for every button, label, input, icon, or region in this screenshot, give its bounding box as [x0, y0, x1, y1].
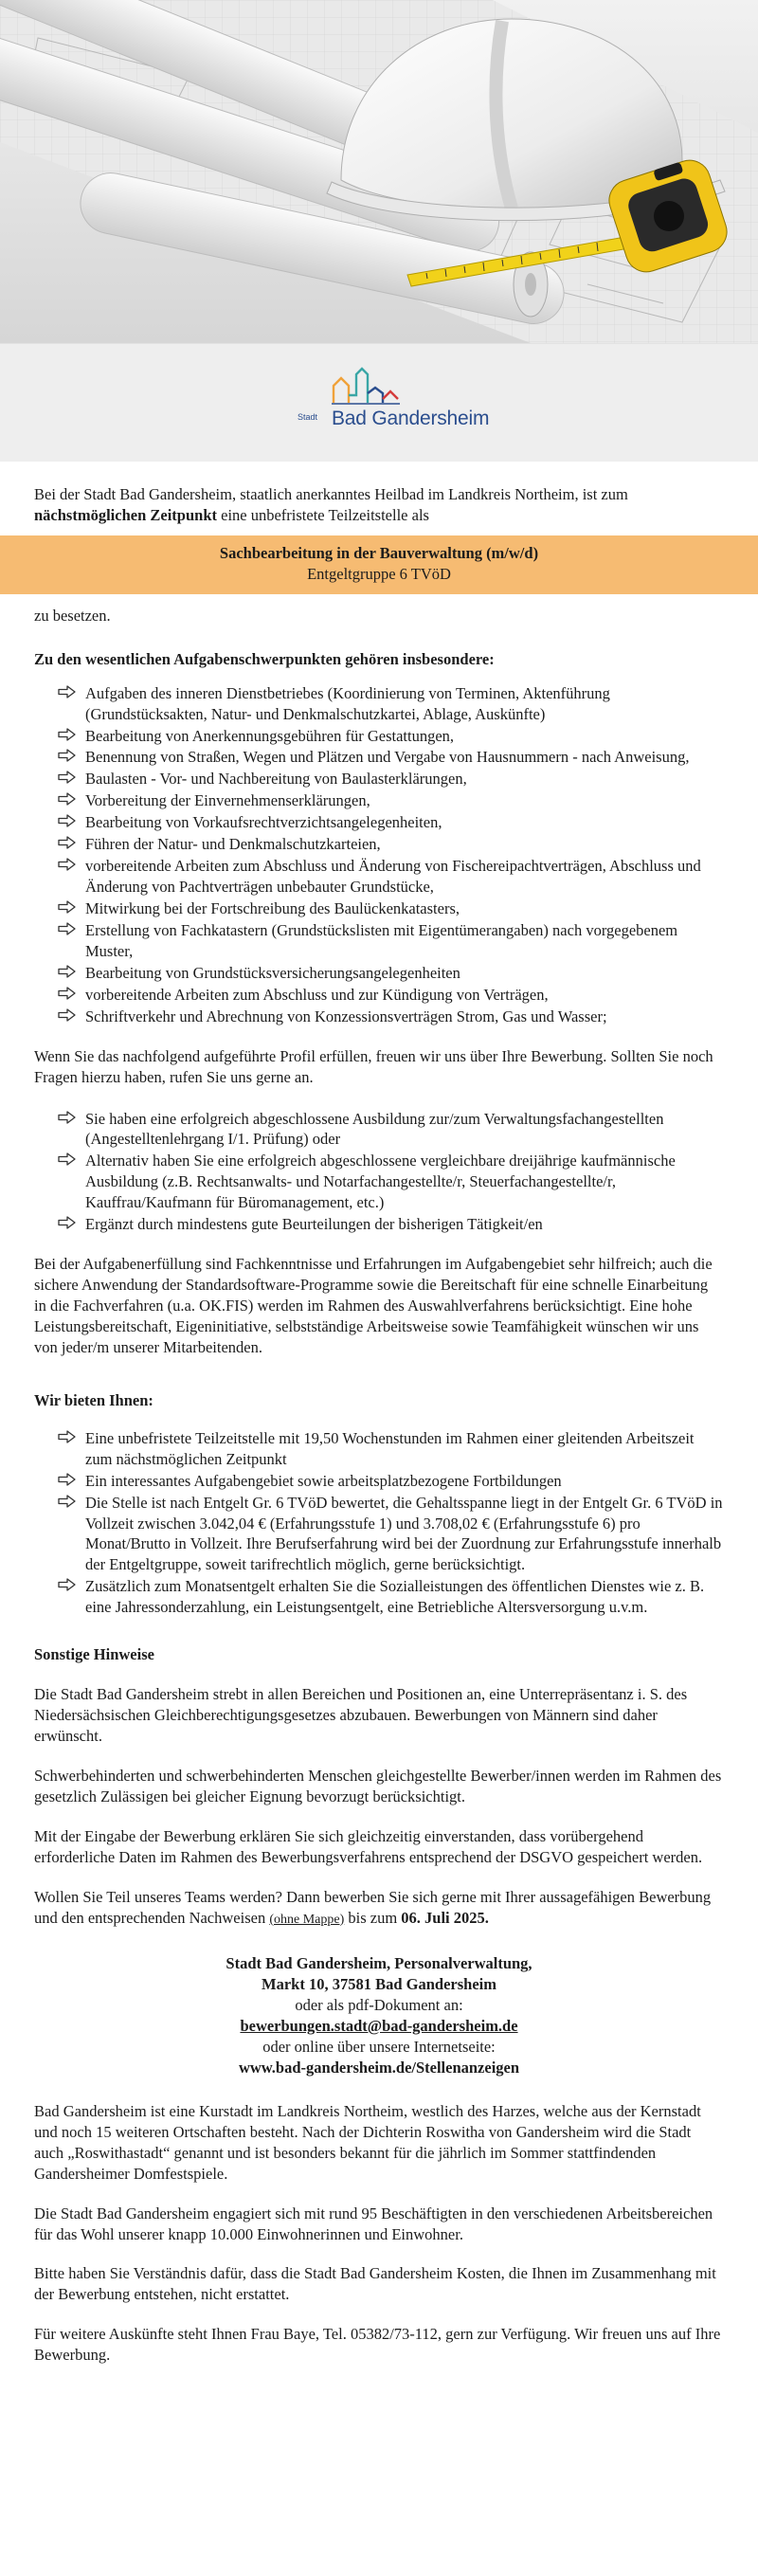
arrow-right-icon	[57, 1429, 78, 1444]
tasks-heading: Zu den wesentlichen Aufgabenschwerpunkten gehören insbesondere:	[34, 649, 495, 668]
arrow-right-icon	[57, 1110, 78, 1125]
arrow-right-icon	[57, 899, 78, 915]
notes-p2: Schwerbehinderten und schwerbehinderten Menschen gleichgestellte Bewerber/innen werden im Rahmen des gesetzlich Zulässigen bei gleicher Eignung bevorzugt berücksichtigt.	[34, 1766, 722, 1805]
task-item-text: Bearbeitung von Vorkaufsrechtverzichtsangelegenheiten,	[85, 813, 442, 832]
email-link[interactable]: bewerbungen.stadt@bad-gandersheim.de	[240, 2017, 518, 2036]
hero-image	[0, 0, 758, 343]
task-item	[57, 790, 724, 811]
arrow-right-icon	[57, 684, 78, 699]
profile-closing: Bei der Aufgabenerfüllung sind Fachkenntnisse und Erfahrungen im Aufgabengebiet sehr hilfreich; auch die sichere Anwendung der Standardsoftware-Programme sowie die Bereitschaft für eine schnelle Einarbeitung in die Fachverfahren (u.a. OK.FIS) werden im Rahmen des Auswahlverfahrens berücksichtigt. Eine hohe Leistungsbereitschaft, Eigeninitiative, selbstständige Arbeitsweise sowie Teamfähigkeit wünschen wir uns von jeder/m unserer Mitarbeitenden.	[34, 1255, 713, 1356]
construction-helmet-illustration	[0, 0, 758, 343]
offer-item-text: Die Stelle ist nach Entgelt Gr. 6 TVöD bewertet, die Gehaltsspanne liegt in der Entgelt Gr. 6 TVöD in Vollzeit zwischen 3.042,04 € (Erfahrungsstufe 1) und 3.708,02 € (Erfahrungsstufe 6) pro Monat/Brutto in Vollzeit. Ihre Berufserfahrung wird bei der Zuordnung zur Erfahrungsstufe innerhalb der Entgeltgruppe, soweit tarifrechtlich möglich, gerne berücksichtigt.	[85, 1493, 723, 1574]
notes-p3: Mit der Eingabe der Bewerbung erklären Sie sich gleichzeitig einverstanden, dass vorübergehend erforderliche Daten im Rahmen des Bewerbungsverfahrens entsprechend der DSGVO gespeichert werden.	[34, 1826, 703, 1866]
tasks-list	[34, 683, 724, 1027]
website-link[interactable]: www.bad-gandersheim.de/Stellenanzeigen	[238, 2058, 520, 2077]
about-p2: Die Stadt Bad Gandersheim engagiert sich mit rund 95 Beschäftigten in den verschiedenen Arbeitsbereichen für das Wohl unserer knapp 10.000 Einwohnerinnen und Einwohner.	[34, 2204, 713, 2243]
about-p1: Bad Gandersheim ist eine Kurstadt im Landkreis Northeim, westlich des Harzes, welche aus der Kernstadt und noch 15 weiteren Ortschaften besteht. Nach der Dichterin Roswitha von Gandersheim wird die Stadt auch „Roswithastadt“ genannt und ist besonders bekannt für die jährlich im Sommer stattfindenden Gandersheimer Domfestspiele.	[34, 2101, 701, 2183]
offer-item	[57, 1471, 724, 1492]
task-item	[57, 747, 724, 768]
offer-item-text: Zusätzlich zum Monatsentgelt erhalten Sie die Sozialleistungen des öffentlichen Dienstes wie z. B. eine Jahressonderzahlung, ein Leistungsentgelt, eine Betriebliche Altersversorgung u.v.m.	[85, 1577, 705, 1617]
address-line-1: Stadt Bad Gandersheim, Personalverwaltung,	[226, 1954, 532, 1973]
address-line-3: oder als pdf-Dokument an:	[295, 1996, 463, 2015]
deadline-date: 06. Juli 2025.	[401, 1908, 489, 1927]
city-skyline-icon	[294, 365, 483, 408]
address-line-2: Markt 10, 37581 Bad Gandersheim	[262, 1975, 496, 1994]
offer-item	[57, 1493, 724, 1576]
task-item-text: vorbereitende Arbeiten zum Abschluss und zur Kündigung von Verträgen,	[85, 985, 549, 1004]
task-item-text: Mitwirkung bei der Fortschreibung des Baulückenkatasters,	[85, 899, 460, 917]
intro-bold: nächstmöglichen Zeitpunkt	[34, 505, 217, 524]
arrow-right-icon	[57, 1215, 78, 1230]
task-item	[57, 683, 724, 725]
to-be-filled-text: zu besetzen.	[34, 606, 111, 625]
arrow-right-icon	[57, 1007, 78, 1023]
offer-item	[57, 1576, 724, 1618]
arrow-right-icon	[57, 813, 78, 828]
arrow-right-icon	[57, 1472, 78, 1487]
arrow-right-icon	[57, 986, 78, 1001]
task-item	[57, 920, 724, 962]
offer-heading: Wir bieten Ihnen:	[34, 1390, 153, 1409]
arrow-right-icon	[57, 791, 78, 807]
without-folder-note: (ohne Mappe)	[269, 1912, 345, 1927]
arrow-right-icon	[57, 770, 78, 785]
profile-intro: Wenn Sie das nachfolgend aufgeführte Profil erfüllen, freuen wir uns über Ihre Bewerbung. Sollten Sie noch Fragen hierzu haben, rufen Sie uns gerne an.	[34, 1046, 713, 1086]
profile-item	[57, 1214, 724, 1235]
task-item-text: Baulasten - Vor- und Nachbereitung von Baulasterklärungen,	[85, 770, 467, 789]
logo-small-text: Stadt	[298, 412, 318, 422]
city-logo	[294, 365, 490, 441]
arrow-right-icon	[57, 835, 78, 850]
profile-item	[57, 1109, 724, 1151]
offer-list	[34, 1428, 724, 1618]
arrow-right-icon	[57, 1577, 78, 1592]
arrow-right-icon	[57, 1152, 78, 1167]
logo-band	[0, 343, 758, 462]
about-p3: Bitte haben Sie Verständnis dafür, dass die Stadt Bad Gandersheim Kosten, die Ihnen im Zusammenhang mit der Bewerbung entstehen, nicht erstattet.	[34, 2264, 716, 2304]
task-item-text: Bearbeitung von Anerkennungsgebühren für Gestattungen,	[85, 726, 455, 745]
logo-city-name: Bad Gandersheim	[332, 408, 490, 429]
task-item-text: Schriftverkehr und Abrechnung von Konzessionsverträgen Strom, Gas und Wasser;	[85, 1007, 607, 1025]
task-item-text: Bearbeitung von Grundstücksversicherungsangelegenheiten	[85, 963, 460, 982]
task-item	[57, 1007, 724, 1027]
address-block	[34, 1953, 724, 2078]
profile-item-text: Alternativ haben Sie eine erfolgreich abgeschlossene vergleichbare dreijährige kaufmännische Ausbildung (z.B. Rechtsanwalts- und Notarfachangestellte/r, Steuerfachangestellte/r, Kauffrau/Kaufmann für Büromanagement, etc.)	[85, 1152, 676, 1212]
task-item-text: Aufgaben des inneren Dienstbetriebes (Koordinierung von Terminen, Aktenführung (Grundstücksakten, Natur- und Denkmalschutzkartei, Ablage, Auskünfte)	[85, 683, 610, 723]
arrow-right-icon	[57, 748, 78, 763]
offer-item	[57, 1428, 724, 1470]
job-title: Sachbearbeitung in der Bauverwaltung (m/w/d)	[219, 543, 539, 562]
task-item-text: Führen der Natur- und Denkmalschutzkarteien,	[85, 835, 381, 854]
task-item-text: Vorbereitung der Einvernehmenserklärungen,	[85, 791, 370, 810]
task-item	[57, 812, 724, 833]
notes-heading: Sonstige Hinweise	[34, 1645, 154, 1664]
arrow-right-icon	[57, 921, 78, 936]
job-title-banner	[0, 535, 758, 594]
arrow-right-icon	[57, 964, 78, 979]
task-item	[57, 726, 724, 747]
task-item	[57, 898, 724, 919]
address-line-5: oder online über unsere Internetseite:	[262, 2037, 496, 2056]
arrow-right-icon	[57, 1494, 78, 1509]
profile-item-text: Sie haben eine erfolgreich abgeschlossene Ausbildung zur/zum Verwaltungsfachangestellten (Angestelltenlehrgang I/1. Prüfung) oder	[85, 1109, 664, 1149]
arrow-right-icon	[57, 857, 78, 872]
intro-text: Bei der Stadt Bad Gandersheim, staatlich anerkanntes Heilbad im Landkreis Northeim, ist zum nächstmöglichen Zeitpunkt eine unbefristete Teilzeitstelle als	[34, 485, 628, 524]
posting-content	[0, 484, 758, 2366]
notes-p1: Die Stadt Bad Gandersheim strebt in allen Bereichen und Positionen an, eine Unterrepräsentanz i. S. des Niedersächsischen Gleichberechtigungsgesetzes abzubauen. Bewerbungen von Männern sind daher erwünscht.	[34, 1685, 688, 1745]
task-item	[57, 769, 724, 789]
task-item	[57, 963, 724, 984]
pay-grade: Entgeltgruppe 6 TVöD	[307, 564, 451, 583]
profile-item	[57, 1151, 724, 1213]
offer-item-text: Ein interessantes Aufgabengebiet sowie arbeitsplatzbezogene Fortbildungen	[85, 1471, 562, 1490]
profile-list	[34, 1109, 724, 1236]
task-item-text: Erstellung von Fachkatastern (Grundstückslisten mit Eigentümerangaben) nach vorgegebenem Muster,	[85, 920, 678, 960]
profile-item-text: Ergänzt durch mindestens gute Beurteilungen der bisherigen Tätigkeit/en	[85, 1215, 543, 1234]
task-item	[57, 985, 724, 1006]
task-item	[57, 834, 724, 855]
notes-p4: Wollen Sie Teil unseres Teams werden? Dann bewerben Sie sich gerne mit Ihrer aussagefähigen Bewerbung und den entsprechenden Nachweisen (ohne Mappe) bis zum 06. Juli 2025.	[34, 1887, 712, 1927]
task-item-text: Benennung von Straßen, Wegen und Plätzen und Vergabe von Hausnummern - nach Anweisung,	[85, 748, 690, 767]
about-p4: Für weitere Auskünfte steht Ihnen Frau Baye, Tel. 05382/73-112, gern zur Verfügung. Wir freuen uns auf Ihre Bewerbung.	[34, 2325, 721, 2365]
task-item	[57, 856, 724, 898]
task-item-text: vorbereitende Arbeiten zum Abschluss und Änderung von Fischereipachtverträgen, Abschluss und Änderung von Pachtverträgen unbebauter Grundstücke,	[85, 857, 701, 897]
offer-item-text: Eine unbefristete Teilzeitstelle mit 19,50 Wochenstunden im Rahmen einer gleitenden Arbeitszeit zum nächstmöglichen Zeitpunkt	[85, 1428, 695, 1468]
arrow-right-icon	[57, 727, 78, 742]
